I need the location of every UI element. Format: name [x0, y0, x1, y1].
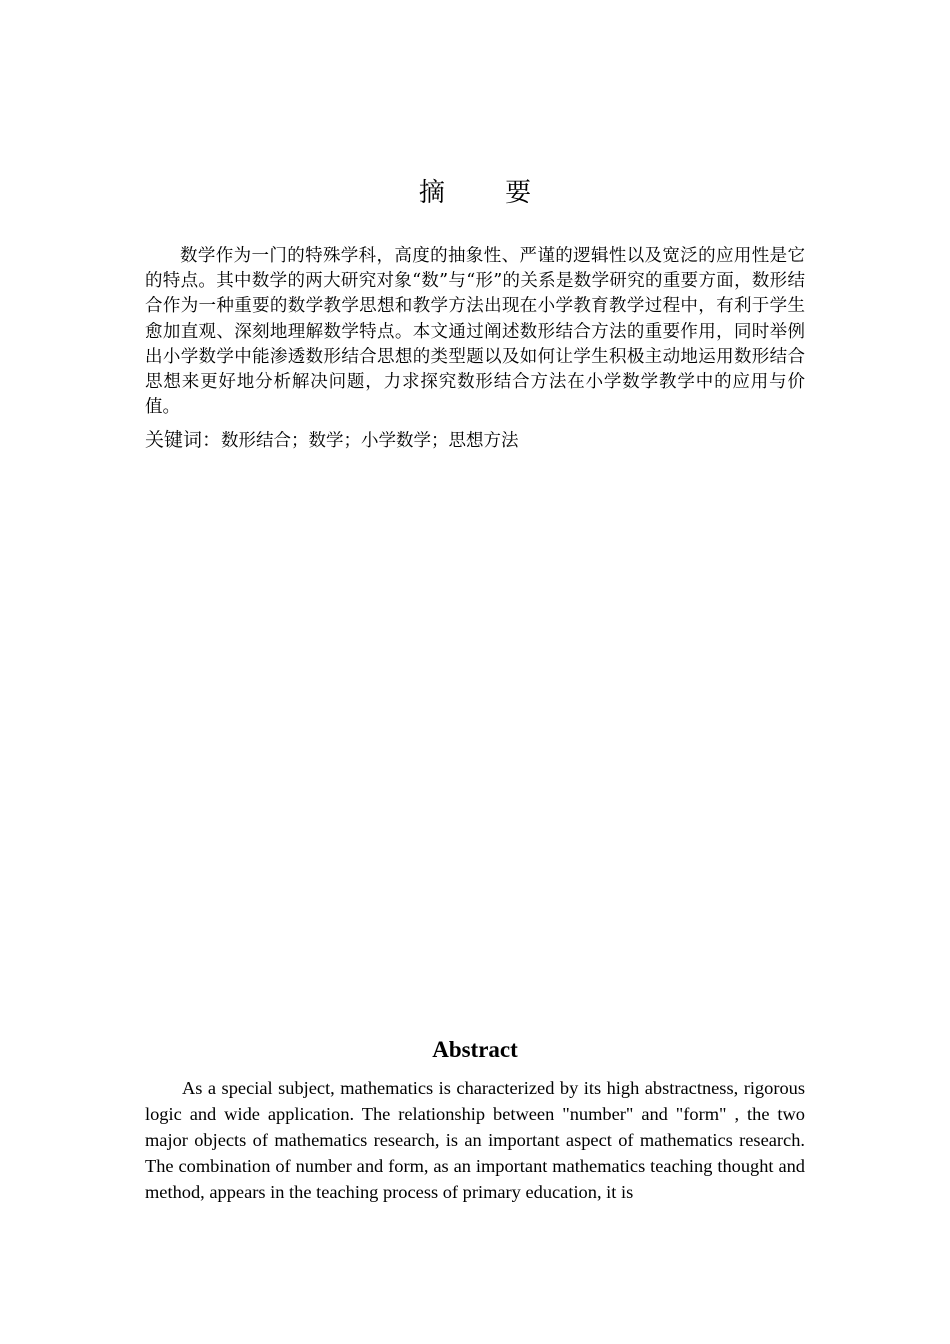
chinese-abstract-body: 数学作为一门的特殊学科，高度的抽象性、严谨的逻辑性以及宽泛的应用性是它的特点。其中数学的两大研究对象“数”与“形”的关系是数学研究的重要方面，数形结合作为一种重要的数学教学思想和教学方法出现在小学教育教学过程中，有利于学生愈加直观、深刻地理解数学特点。本文通过阐述数形结合方法的重要作用，同时举例出小学数学中能渗透数形结合思想的类型题以及如何让学生积极主动地运用数形结合思想来更好地分析解决问题，力求探究数形结合方法在小学数学教学中的应用与价值。	[145, 246, 805, 418]
english-abstract-body: As a special subject, mathematics is characterized by its high abstractness, rigorous logic and wide application. The relationship between "number" and "form" , the two major objects of mathematics research, is an important aspect of mathematics research. The combination of number and form, as an important mathematics teaching thought and method, appears in the teaching process of primary education, it is	[145, 1078, 805, 1203]
keywords-label: 关键词：	[145, 429, 222, 451]
keywords-value: 数形结合；数学；小学数学；思想方法	[221, 431, 519, 451]
chinese-abstract-title: 摘 要	[418, 178, 558, 208]
english-abstract-title: Abstract	[432, 1037, 518, 1062]
chinese-keywords	[145, 428, 805, 454]
